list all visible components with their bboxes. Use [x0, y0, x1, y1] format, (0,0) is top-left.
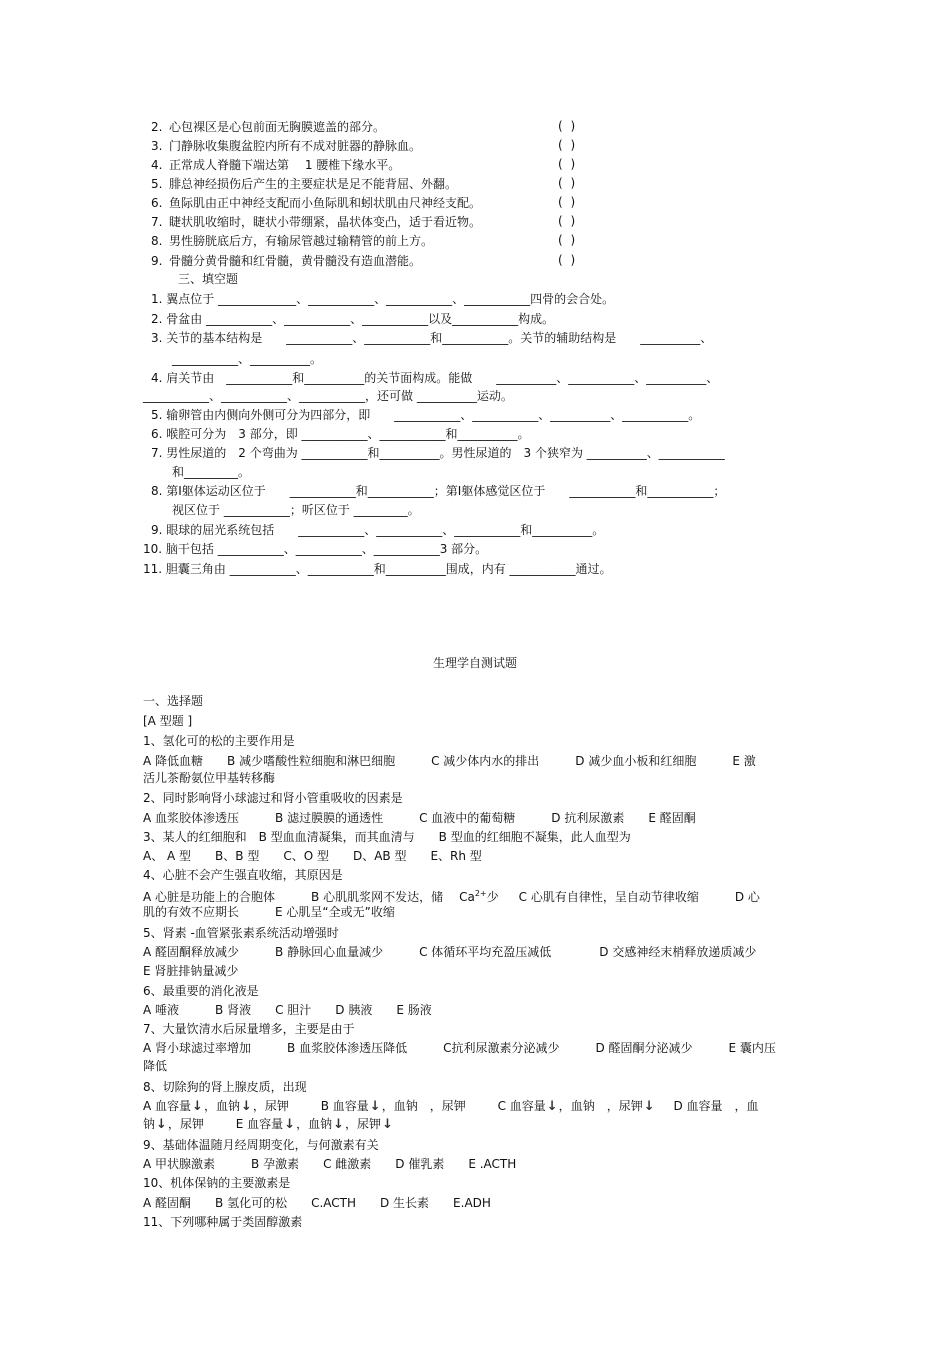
down-arrow-icon: ↓	[284, 1117, 296, 1132]
down-arrow-icon: ↓	[240, 1099, 252, 1114]
options-continued: E 肾脏排钠量减少	[143, 964, 239, 978]
options: A 血容量↓，血钠↓，尿钾 B 血容量↓，血钠 ，尿钾 C 血容量↓，血钠 ，尿钾↓ D 血容量 ，血	[143, 1099, 759, 1114]
question: 8、切除狗的肾上腺皮质，出现	[143, 1080, 307, 1094]
question: 9、基础体温随月经周期变化，与何激素有关	[143, 1138, 379, 1152]
mc-heading: 一、选择题	[143, 694, 204, 708]
fill-item: 8. 第Ⅰ躯体运动区位于 ___________和___________；第Ⅰ躯体感觉区位于 ___________和___________；	[151, 484, 726, 498]
question: 5、肾素 -血管紧张素系统活动增强时	[143, 926, 339, 940]
options: A 降低血糖 B 减少嗜酸性粒细胞和淋巴细胞 C 减少体内水的排出 D 减少血小板和红细胞 E 激	[143, 754, 756, 768]
down-arrow-icon: ↓	[369, 1099, 381, 1114]
tf-item: 5. 腓总神经损伤后产生的主要症状是足不能背屈、外翻。	[151, 177, 458, 191]
question: 1、氢化可的松的主要作用是	[143, 734, 295, 748]
answer-blank[interactable]: ( )	[558, 214, 578, 228]
options-continued: 活儿茶酚氨位甲基转移酶	[143, 771, 276, 785]
options: A 血浆胶体渗透压 B 滤过膜膜的通透性 C 血液中的葡萄糖 D 抗利尿激素 E 醛固酮	[143, 811, 696, 825]
question: 4、心脏不会产生强直收缩，其原因是	[143, 868, 343, 882]
answer-blank[interactable]: ( )	[558, 157, 578, 171]
down-arrow-icon: ↓	[382, 1117, 393, 1132]
answer-blank[interactable]: ( )	[558, 195, 578, 209]
tf-item: 7. 睫状肌收缩时，睫状小带绷紧，晶状体变凸，适于看近物。	[151, 215, 482, 229]
question: 7、大量饮清水后尿量增多，主要是由于	[143, 1022, 355, 1036]
down-arrow-icon: ↓	[192, 1099, 203, 1114]
tf-item: 6. 鱼际肌由正中神经支配而小鱼际肌和蚓状肌由尺神经支配。	[151, 196, 482, 210]
question: 10、机体保钠的主要激素是	[143, 1176, 291, 1190]
fill-item: 3. 关节的基本结构是 ___________、___________和___________。关节的辅助结构是 __________、	[151, 331, 713, 345]
fill-item: 2. 骨盆由 ___________、___________、___________以及___________构成。	[151, 312, 555, 326]
fill-item-continued: 视区位于 ___________；听区位于 _________。	[172, 503, 420, 517]
options-continued: 肌的有效不应期长 E 心肌呈“全或无”收缩	[143, 905, 395, 919]
tf-item: 8. 男性膀胱底后方，有输尿管越过输精管的前上方。	[151, 234, 434, 248]
down-arrow-icon: ↓	[333, 1117, 345, 1132]
options: A 心脏是功能上的合胞体 B 心肌肌浆网不发达，储 $Ca^{2+}$少 C 心肌有自律性，呈自动节律收缩 D 心	[143, 889, 760, 904]
down-arrow-icon: ↓	[546, 1099, 558, 1114]
question: 2、同时影响肾小球滤过和肾小管重吸收的因素是	[143, 791, 403, 805]
answer-blank[interactable]: ( )	[558, 233, 578, 247]
question: 3、某人的红细胞和 B 型血血清凝集，而其血清与 B 型血的红细胞不凝集，此人血型为	[143, 830, 631, 844]
mc-type: [A 型题 ]	[143, 714, 193, 728]
tf-item: 4. 正常成人脊髓下端达第 1 腰椎下缘水平。	[151, 158, 401, 172]
down-arrow-icon: ↓	[643, 1099, 655, 1114]
fill-item: 6. 喉腔可分为 3 部分，即 ___________、___________和__________。	[151, 427, 530, 441]
question: 11、下列哪种属于类固醇激素	[143, 1215, 303, 1229]
answer-blank[interactable]: ( )	[558, 253, 578, 267]
question: 6、最重要的消化液是	[143, 984, 259, 998]
tf-item: 9. 骨髓分黄骨髓和红骨髓，黄骨髓没有造血潜能。	[151, 254, 422, 268]
fill-item-continued: ___________、__________。	[172, 352, 323, 366]
options: A 肾小球滤过率增加 B 血浆胶体渗透压降低 C抗利尿激素分泌减少 D 醛固酮分泌减少 E 囊内压	[143, 1041, 776, 1055]
fill-item: 4. 肩关节由 ___________和__________的关节面构成。能做 __________、___________、__________、	[151, 371, 719, 385]
answer-blank[interactable]: ( )	[558, 138, 578, 152]
options: A 醛固酮 B 氢化可的松 C.ACTH D 生长素 E.ADH	[143, 1196, 491, 1210]
fill-item: 9. 眼球的屈光系统包括 ___________、___________、___________和__________。	[151, 523, 605, 537]
options-continued: 降低	[143, 1059, 168, 1073]
options: A 甲状腺激素 B 孕激素 C 雌激素 D 催乳素 E .ACTH	[143, 1157, 517, 1171]
fill-item-continued: 和_________。	[172, 465, 251, 479]
fill-item: 10. 脑干包括 ___________、___________、___________3 部分。	[143, 542, 488, 556]
answer-blank[interactable]: ( )	[558, 176, 578, 190]
answer-blank[interactable]: ( )	[558, 119, 578, 133]
tf-item: 2. 心包裸区是心包前面无胸膜遮盖的部分。	[151, 120, 386, 134]
options: A、 A 型 B、B 型 C、O 型 D、AB 型 E、Rh 型	[143, 849, 482, 863]
down-arrow-icon: ↓	[156, 1117, 167, 1132]
section-title: 生理学自测试题	[432, 656, 517, 670]
fill-item: 7. 男性尿道的 2 个弯曲为 ___________和__________。男性尿道的 3 个狭窄为 __________、___________	[151, 446, 725, 460]
calcium-ion: $Ca^{2+}$少	[459, 889, 499, 904]
tf-item: 3. 门静脉收集腹盆腔内所有不成对脏器的静脉血。	[151, 139, 422, 153]
fill-item: 11. 胆囊三角由 ___________、___________和__________围成，内有 ___________通过。	[143, 562, 612, 576]
options-continued: 钠↓，尿钾 E 血容量↓，血钠↓，尿钾↓	[143, 1117, 393, 1132]
fill-item: 5. 输卵管由内侧向外侧可分为四部分，即 ___________、___________、__________、___________。	[151, 408, 701, 422]
fill-item: 1. 翼点位于 _____________、___________、___________、___________四骨的会合处。	[151, 292, 615, 306]
options: A 醛固酮释放减少 B 静脉回心血量减少 C 体循环平均充盈压减低 D 交感神经末梢释放递质减少	[143, 945, 757, 959]
options: A 唾液 B 肾液 C 胆汁 D 胰液 E 肠液	[143, 1003, 432, 1017]
fill-heading: 三、填空题	[178, 272, 239, 286]
fill-item-continued: ___________、___________、___________，还可做 __________运动。	[143, 389, 513, 403]
